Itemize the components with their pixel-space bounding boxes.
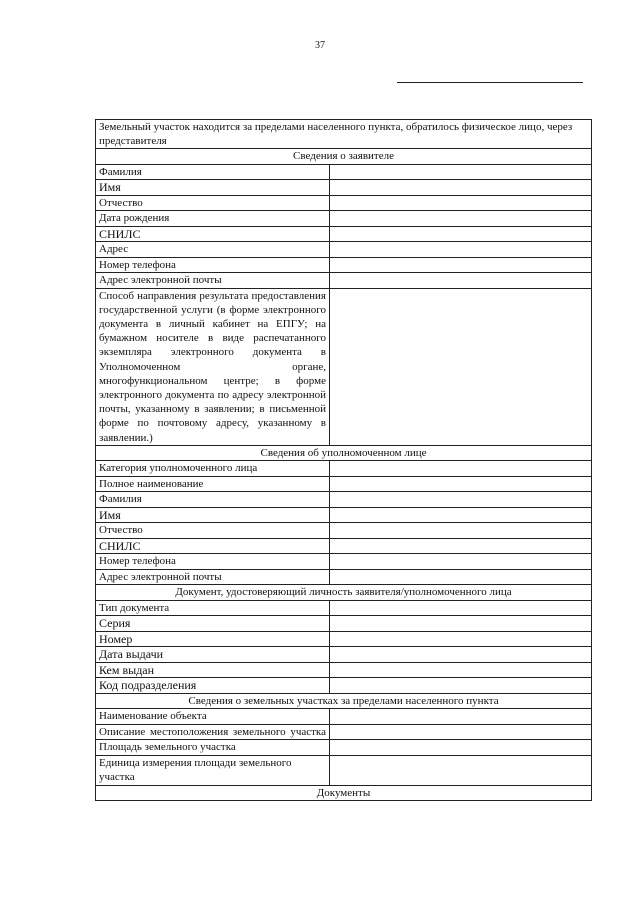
field-label-delivery-method: Способ направления результата предоставления государственной услуги (в форме электронного документа в личный кабинет на ЕПГУ; на бумажном носителе в виде распечатанного экземпляра электронного документа в Уполномоченном органе, многофункциональном центре; в форме электронного документа по адресу электронной почты, указанному в заявлении; в письменной форме по почтовому адресу, указанному в заявлении.) xyxy=(96,288,330,445)
form-row xyxy=(96,507,592,523)
section-title-land-plots: Сведения о земельных участках за пределами населенного пункта xyxy=(96,693,592,709)
field-label: Номер xyxy=(96,631,330,647)
field-value-rep-email[interactable] xyxy=(330,569,592,585)
form-row xyxy=(96,662,592,678)
field-value-address[interactable] xyxy=(330,242,592,258)
form-row xyxy=(96,709,592,725)
field-value-doc-series[interactable] xyxy=(330,616,592,632)
form-row xyxy=(96,195,592,211)
section-header-row xyxy=(96,785,592,801)
form-row xyxy=(96,647,592,663)
section-header-row xyxy=(96,693,592,709)
field-label: Дата рождения xyxy=(96,211,330,227)
field-value-surname[interactable] xyxy=(330,164,592,180)
field-label: Имя xyxy=(96,180,330,196)
field-label: Отчество xyxy=(96,195,330,211)
form-row xyxy=(96,242,592,258)
field-value-doc-issued-by[interactable] xyxy=(330,662,592,678)
section-header-row xyxy=(96,585,592,601)
field-value-email[interactable] xyxy=(330,273,592,289)
field-label: Дата выдачи xyxy=(96,647,330,663)
field-label: Адрес xyxy=(96,242,330,258)
field-label: Описание местоположения земельного участка xyxy=(96,724,330,740)
form-row xyxy=(96,211,592,227)
field-value-snils[interactable] xyxy=(330,226,592,242)
field-label: Номер телефона xyxy=(96,257,330,273)
form-row xyxy=(96,538,592,554)
field-value-doc-type[interactable] xyxy=(330,600,592,616)
page-number: 37 xyxy=(315,40,325,51)
form-row xyxy=(96,616,592,632)
field-value-rep-category[interactable] xyxy=(330,461,592,477)
form-row xyxy=(96,288,592,445)
field-value-plot-location[interactable] xyxy=(330,724,592,740)
form-row xyxy=(96,180,592,196)
form-row xyxy=(96,724,592,740)
field-value-rep-name[interactable] xyxy=(330,507,592,523)
form-row xyxy=(96,226,592,242)
field-value-doc-number[interactable] xyxy=(330,631,592,647)
form-row xyxy=(96,523,592,539)
field-label: Адрес электронной почты xyxy=(96,273,330,289)
form-row xyxy=(96,492,592,508)
section-title-documents: Документы xyxy=(96,785,592,801)
section-title-applicant: Сведения о заявителе xyxy=(96,149,592,165)
field-value-doc-issue-date[interactable] xyxy=(330,647,592,663)
form-row xyxy=(96,257,592,273)
form-row xyxy=(96,461,592,477)
field-label: Адрес электронной почты xyxy=(96,569,330,585)
form-row xyxy=(96,600,592,616)
field-value-delivery-method[interactable] xyxy=(330,288,592,445)
intro-row xyxy=(96,120,592,149)
application-form-table xyxy=(95,119,592,801)
field-value-plot-area[interactable] xyxy=(330,740,592,756)
field-value-doc-division-code[interactable] xyxy=(330,678,592,694)
field-label: Серия xyxy=(96,616,330,632)
field-label: Кем выдан xyxy=(96,662,330,678)
form-row xyxy=(96,554,592,570)
form-row xyxy=(96,569,592,585)
field-label: Единица измерения площади земельного участка xyxy=(96,755,330,785)
form-row xyxy=(96,755,592,785)
form-row xyxy=(96,678,592,694)
intro-text: Земельный участок находится за пределами населенного пункта, обратилось физическое лицо, через представителя xyxy=(96,120,592,149)
field-label: Код подразделения xyxy=(96,678,330,694)
field-value-patronymic[interactable] xyxy=(330,195,592,211)
field-label: Полное наименование xyxy=(96,476,330,492)
field-value-rep-snils[interactable] xyxy=(330,538,592,554)
field-label: Отчество xyxy=(96,523,330,539)
field-label: Имя xyxy=(96,507,330,523)
form-row xyxy=(96,164,592,180)
field-label: Фамилия xyxy=(96,164,330,180)
section-title-identity-document: Документ, удостоверяющий личность заявителя/уполномоченного лица xyxy=(96,585,592,601)
form-row xyxy=(96,740,592,756)
field-value-phone[interactable] xyxy=(330,257,592,273)
section-title-representative: Сведения об уполномоченном лице xyxy=(96,445,592,461)
form-row xyxy=(96,476,592,492)
form-row xyxy=(96,273,592,289)
field-value-rep-patronymic[interactable] xyxy=(330,523,592,539)
field-value-rep-surname[interactable] xyxy=(330,492,592,508)
field-label: СНИЛС xyxy=(96,538,330,554)
field-label: Наименование объекта xyxy=(96,709,330,725)
field-label: Тип документа xyxy=(96,600,330,616)
field-value-rep-full-name[interactable] xyxy=(330,476,592,492)
field-value-name[interactable] xyxy=(330,180,592,196)
field-label: Категория уполномоченного лица xyxy=(96,461,330,477)
section-header-row xyxy=(96,445,592,461)
field-value-rep-phone[interactable] xyxy=(330,554,592,570)
field-value-area-unit[interactable] xyxy=(330,755,592,785)
field-value-object-name[interactable] xyxy=(330,709,592,725)
field-value-birth-date[interactable] xyxy=(330,211,592,227)
field-label: СНИЛС xyxy=(96,226,330,242)
field-label: Фамилия xyxy=(96,492,330,508)
field-label: Номер телефона xyxy=(96,554,330,570)
form-row xyxy=(96,631,592,647)
section-header-row xyxy=(96,149,592,165)
signature-line xyxy=(397,82,583,83)
field-label: Площадь земельного участка xyxy=(96,740,330,756)
